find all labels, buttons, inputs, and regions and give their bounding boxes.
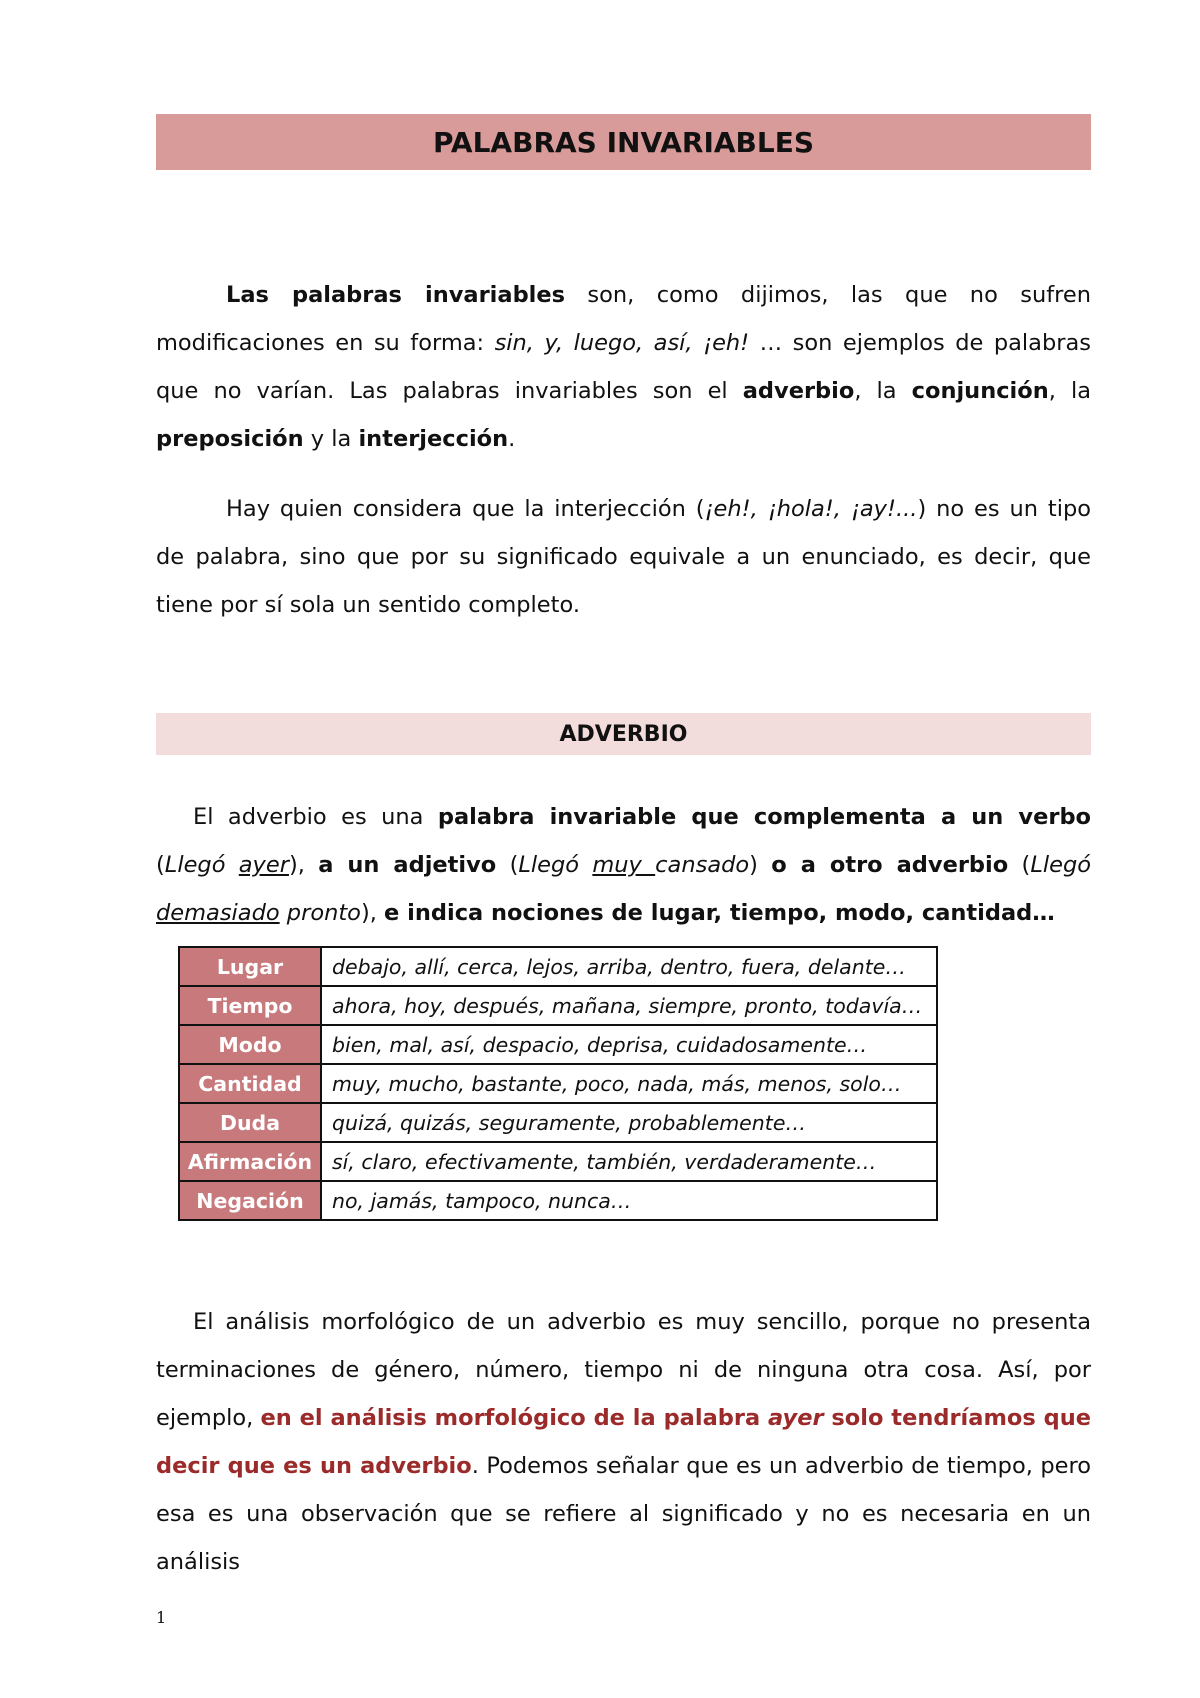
intro-paragraph: Las palabras invariables son, como dijimos, las que no sufren modificaciones en su forma: sin, y, luego, así, ¡eh! … son ejemplos de palabras que no varían. Las palabras invariables son el adverbio, la conjunción, la preposición y la interjección. xyxy=(156,282,1092,452)
example-underlined-ayer: ayer xyxy=(238,852,289,878)
table-row xyxy=(179,1181,937,1220)
adverb-category-label: Modo xyxy=(179,1025,321,1064)
adverb-examples: ahora, hoy, después, mañana, siempre, pronto, todavía… xyxy=(321,986,937,1025)
adverb-category-label: Cantidad xyxy=(179,1064,321,1103)
adverb-definition-paragraph: El adverbio es una palabra invariable que complementa a un verbo (Llegó ayer), a un adjetivo (Llegó muy cansado) o a otro adverbio (Llegó demasiado pronto), e indica nociones de lugar, tiempo, modo, cantidad… xyxy=(156,804,1092,926)
adverb-types-table xyxy=(178,946,938,1221)
adverb-examples: debajo, allí, cerca, lejos, arriba, dentro, fuera, delante… xyxy=(321,947,937,986)
table-row xyxy=(179,986,937,1025)
adverb-category-label: Lugar xyxy=(179,947,321,986)
example-underlined-demasiado: demasiado xyxy=(156,900,280,926)
adverb-examples: muy, mucho, bastante, poco, nada, más, menos, solo… xyxy=(321,1064,937,1103)
adverb-category-label: Negación xyxy=(179,1181,321,1220)
table-row xyxy=(179,1025,937,1064)
table-row xyxy=(179,1064,937,1103)
adverb-examples: quizá, quizás, seguramente, probablemente… xyxy=(321,1103,937,1142)
table-row xyxy=(179,1103,937,1142)
section-title-adverbio: ADVERBIO xyxy=(156,713,1091,755)
page-number: 1 xyxy=(156,1608,167,1627)
morphological-analysis-paragraph: El análisis morfológico de un adverbio es muy sencillo, porque no presenta terminaciones de género, número, tiempo ni de ninguna otra cosa. Así, por ejemplo, en el análisis morfológico de la palabra ayer solo tendríamos que decir que es un adverbio. Podemos señalar que es un adverbio de tiempo, pero esa es una observación que se refiere al significado y no es necesaria en un análisis xyxy=(156,1309,1091,1575)
table-row xyxy=(179,947,937,986)
adverb-examples: bien, mal, así, despacio, deprisa, cuidadosamente… xyxy=(321,1025,937,1064)
interjection-note-paragraph: Hay quien considera que la interjección (¡eh!, ¡hola!, ¡ay!...) no es un tipo de palabra, sino que por su significado equivale a un enunciado, es decir, que tiene por sí sola un sentido completo. xyxy=(156,496,1091,618)
adverb-category-label: Afirmación xyxy=(179,1142,321,1181)
document-title: PALABRAS INVARIABLES xyxy=(156,114,1091,170)
adverb-examples: no, jamás, tampoco, nunca… xyxy=(332,1188,632,1213)
adverb-examples: sí, claro, efectivamente, también, verdaderamente… xyxy=(321,1142,937,1181)
intro-term: Las palabras invariables xyxy=(226,282,566,308)
table-row xyxy=(179,1142,937,1181)
adverb-category-label: Duda xyxy=(179,1103,321,1142)
adverb-category-label: Tiempo xyxy=(179,986,321,1025)
example-underlined-muy: muy xyxy=(592,852,656,878)
